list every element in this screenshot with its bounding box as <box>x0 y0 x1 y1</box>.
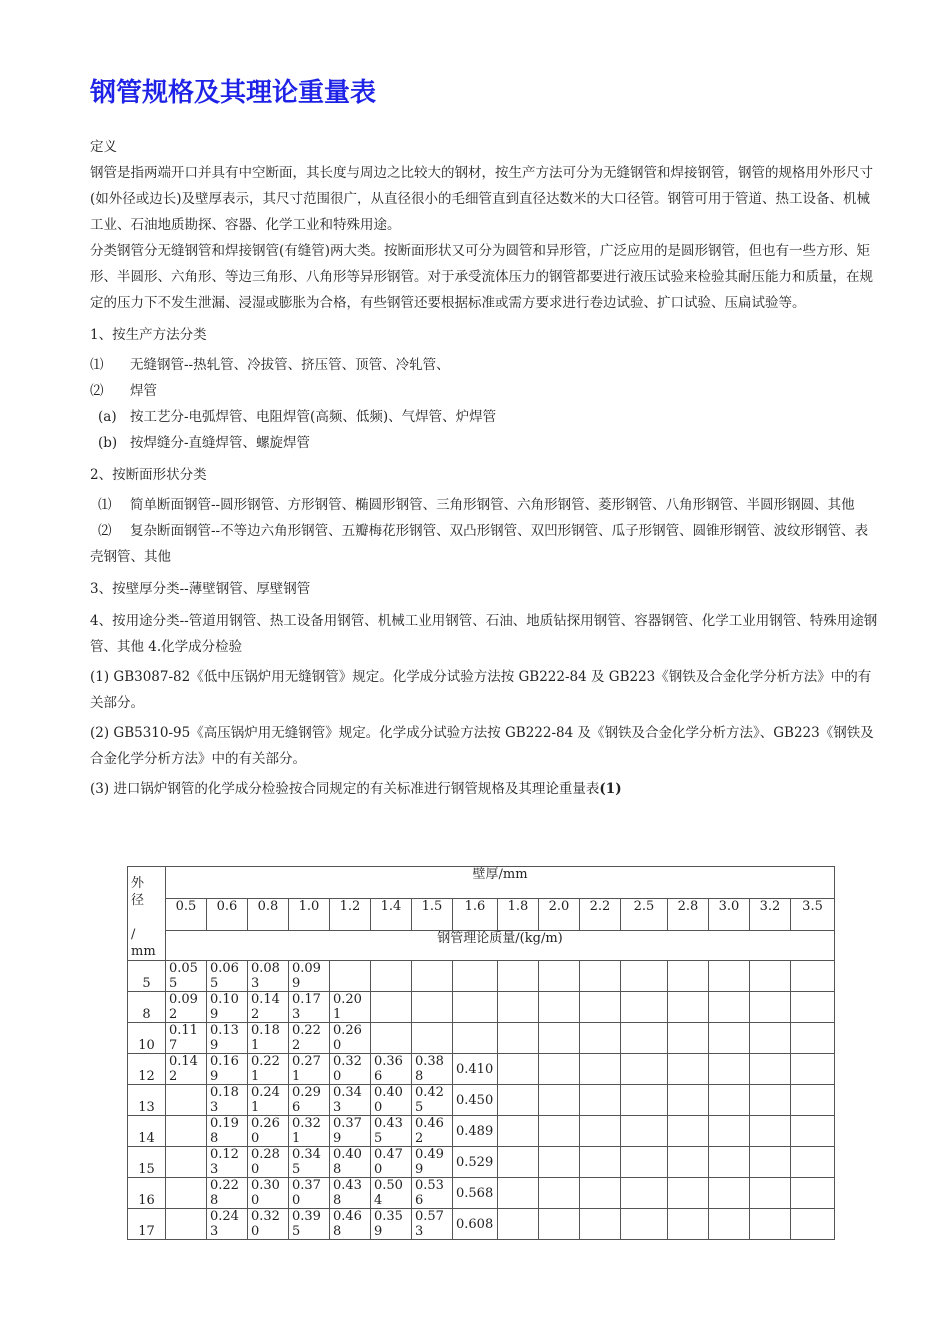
table-row <box>128 1085 835 1116</box>
weight-cell <box>580 1085 621 1116</box>
section-2-heading: 2、按断面形状分类 <box>90 467 207 483</box>
weight-cell: 0.243 <box>207 1209 248 1240</box>
weight-cell: 0.065 <box>207 961 248 992</box>
weight-cell: 0.142 <box>248 992 289 1023</box>
weight-cell: 0.300 <box>248 1178 289 1209</box>
weight-cell <box>453 961 498 992</box>
table-header-row <box>128 867 835 899</box>
wall-thickness-value: 0.5 <box>166 899 207 931</box>
table-row <box>128 1054 835 1085</box>
section-2-list <box>90 492 880 570</box>
weight-cell <box>621 1085 668 1116</box>
weight-cell: 0.435 <box>371 1116 412 1147</box>
weight-cell: 0.468 <box>330 1209 371 1240</box>
wall-thickness-value: 1.5 <box>412 899 453 931</box>
weight-cell <box>709 1023 750 1054</box>
weight-cell: 0.117 <box>166 1023 207 1054</box>
weight-cell <box>621 961 668 992</box>
weight-cell <box>750 1085 791 1116</box>
classification-paragraph: 分类钢管分无缝钢管和焊接钢管(有缝管)两大类。按断面形状又可分为圆管和异形管，广泛应用的是圆形钢管，但也有一些方形、矩形、半圆形、六角形、等边三角形、八角形等异形钢管。对于承受流体压力的钢管都要进行液压试验来检验其耐压能力和质量，在规定的压力下不发生泄漏、浸湿或膨胀为合格，有些钢管还要根据标准或需方要求进行卷边试验、扩口试验、压扁试验等。 <box>90 243 873 311</box>
weight-cell <box>166 1178 207 1209</box>
weight-cell <box>580 1054 621 1085</box>
weight-cell <box>791 1116 835 1147</box>
weight-cell: 0.366 <box>371 1054 412 1085</box>
list-item-text: 无缝钢管--热轧管、冷拔管、挤压管、顶管、冷轧管、 <box>130 357 450 373</box>
weight-table <box>127 866 835 1240</box>
weight-cell: 0.573 <box>412 1209 453 1240</box>
weight-cell <box>750 1209 791 1240</box>
weight-cell: 0.438 <box>330 1178 371 1209</box>
weight-cell <box>668 992 709 1023</box>
weight-cell <box>453 1023 498 1054</box>
weight-cell <box>539 1054 580 1085</box>
section-1-list <box>90 352 880 456</box>
weight-cell: 0.568 <box>453 1178 498 1209</box>
weight-cell: 0.379 <box>330 1116 371 1147</box>
section-3-heading: 3、按壁厚分类--薄壁钢管、厚壁钢管 <box>90 581 311 597</box>
weight-cell <box>668 1147 709 1178</box>
weight-cell: 0.260 <box>248 1116 289 1147</box>
wall-thickness-value: 1.8 <box>498 899 539 931</box>
weight-cell <box>791 992 835 1023</box>
weight-cell <box>580 1023 621 1054</box>
weight-cell: 0.083 <box>248 961 289 992</box>
weight-cell: 0.320 <box>330 1054 371 1085</box>
weight-cell <box>668 1209 709 1240</box>
list-item-number: (a) <box>98 409 117 425</box>
weight-cell <box>668 1178 709 1209</box>
weight-cell <box>709 992 750 1023</box>
wall-thickness-value: 1.2 <box>330 899 371 931</box>
weight-cell <box>412 961 453 992</box>
weight-cell <box>371 1023 412 1054</box>
table-row <box>128 961 835 992</box>
weight-cell <box>539 1147 580 1178</box>
chemical-item-3-ref: (1) <box>599 781 622 797</box>
section-4-heading: 4、按用途分类--管道用钢管、热工设备用钢管、机械工业用钢管、石油、地质钻探用钢管、容器钢管、化学工业用钢管、特殊用途钢管、其他 4.化学成分检验 <box>90 613 878 655</box>
weight-cell <box>791 1085 835 1116</box>
weight-cell: 0.608 <box>453 1209 498 1240</box>
weight-cell <box>750 1147 791 1178</box>
weight-cell <box>580 1178 621 1209</box>
weight-cell <box>166 1147 207 1178</box>
weight-cell <box>412 1023 453 1054</box>
weight-cell <box>668 1054 709 1085</box>
weight-cell <box>539 1023 580 1054</box>
weight-cell <box>668 1023 709 1054</box>
weight-cell <box>621 1023 668 1054</box>
weight-cell <box>539 1178 580 1209</box>
weight-cell: 0.271 <box>289 1054 330 1085</box>
weight-cell: 0.408 <box>330 1147 371 1178</box>
list-item <box>90 518 880 570</box>
table-row <box>128 1116 835 1147</box>
weight-cell <box>580 1209 621 1240</box>
weight-header: 钢管理论质量/(kg/m) <box>166 931 835 961</box>
weight-cell <box>709 1147 750 1178</box>
weight-cell <box>709 1054 750 1085</box>
weight-cell <box>750 1178 791 1209</box>
weight-cell <box>539 1209 580 1240</box>
weight-cell <box>750 1116 791 1147</box>
wall-thickness-value: 3.5 <box>791 899 835 931</box>
weight-cell: 0.320 <box>248 1209 289 1240</box>
weight-cell <box>539 961 580 992</box>
weight-cell <box>166 1116 207 1147</box>
weight-cell: 0.343 <box>330 1085 371 1116</box>
weight-cell <box>791 1209 835 1240</box>
weight-cell <box>539 1116 580 1147</box>
chemical-item-1: (1) GB3087-82《低中压锅炉用无缝钢管》规定。化学成分试验方法按 GB222-84 及 GB223《钢铁及合金化学分析方法》中的有关部分。 <box>90 669 872 711</box>
weight-cell: 0.241 <box>248 1085 289 1116</box>
outer-diameter-cell: 17 <box>128 1209 166 1240</box>
wall-thickness-value: 1.0 <box>289 899 330 931</box>
weight-cell: 0.201 <box>330 992 371 1023</box>
weight-cell: 0.183 <box>207 1085 248 1116</box>
weight-cell <box>791 961 835 992</box>
outer-diameter-cell: 13 <box>128 1085 166 1116</box>
list-item <box>90 492 880 518</box>
weight-cell <box>498 1023 539 1054</box>
weight-cell <box>453 992 498 1023</box>
weight-cell <box>539 1085 580 1116</box>
weight-cell <box>371 992 412 1023</box>
weight-cell <box>709 1178 750 1209</box>
outer-diameter-header: 外 径 / mm <box>128 867 166 961</box>
weight-cell <box>166 1209 207 1240</box>
weight-cell <box>621 1209 668 1240</box>
weight-cell: 0.109 <box>207 992 248 1023</box>
weight-cell <box>412 992 453 1023</box>
wall-thickness-value: 2.5 <box>621 899 668 931</box>
weight-cell: 0.395 <box>289 1209 330 1240</box>
list-item-text: 按焊缝分-直缝焊管、螺旋焊管 <box>130 435 311 451</box>
outer-diameter-cell: 15 <box>128 1147 166 1178</box>
weight-cell <box>498 1209 539 1240</box>
outer-diameter-cell: 5 <box>128 961 166 992</box>
weight-cell <box>580 961 621 992</box>
weight-cell: 0.529 <box>453 1147 498 1178</box>
weight-header-row <box>128 931 835 961</box>
wall-thickness-header: 壁厚/mm <box>166 867 835 899</box>
weight-cell <box>709 961 750 992</box>
wall-thickness-value: 2.0 <box>539 899 580 931</box>
weight-cell <box>750 1023 791 1054</box>
table-row <box>128 1023 835 1054</box>
page-title: 钢管规格及其理论重量表 <box>90 78 377 108</box>
weight-cell: 0.370 <box>289 1178 330 1209</box>
list-item-number: ⑵ <box>98 523 112 539</box>
weight-cell <box>498 1085 539 1116</box>
weight-cell <box>498 1054 539 1085</box>
weight-cell: 0.388 <box>412 1054 453 1085</box>
wall-thickness-value: 1.4 <box>371 899 412 931</box>
weight-cell: 0.400 <box>371 1085 412 1116</box>
weight-cell: 0.359 <box>371 1209 412 1240</box>
weight-cell <box>498 1116 539 1147</box>
table-row <box>128 992 835 1023</box>
section-1-heading: 1、按生产方法分类 <box>90 327 207 343</box>
table-row <box>128 1209 835 1240</box>
weight-cell <box>498 1178 539 1209</box>
weight-cell: 0.536 <box>412 1178 453 1209</box>
weight-cell <box>621 1178 668 1209</box>
wall-values-row <box>128 899 835 931</box>
weight-cell: 0.260 <box>330 1023 371 1054</box>
list-item <box>90 378 880 404</box>
weight-cell: 0.345 <box>289 1147 330 1178</box>
weight-cell <box>580 1147 621 1178</box>
weight-cell: 0.228 <box>207 1178 248 1209</box>
list-item-number: ⑴ <box>90 357 104 373</box>
weight-cell <box>498 1147 539 1178</box>
weight-cell: 0.321 <box>289 1116 330 1147</box>
weight-cell: 0.425 <box>412 1085 453 1116</box>
outer-diameter-cell: 12 <box>128 1054 166 1085</box>
wall-thickness-value: 0.6 <box>207 899 248 931</box>
list-item-number: ⑵ <box>90 383 104 399</box>
list-item <box>90 430 880 456</box>
definition-label: 定义 <box>90 139 117 155</box>
weight-cell: 0.169 <box>207 1054 248 1085</box>
weight-cell <box>580 992 621 1023</box>
weight-cell <box>371 961 412 992</box>
weight-cell <box>621 1054 668 1085</box>
weight-cell <box>166 1085 207 1116</box>
wall-thickness-value: 0.8 <box>248 899 289 931</box>
chemical-item-3-text: (3) 进口锅炉钢管的化学成分检验按合同规定的有关标准进行钢管规格及其理论重量表 <box>90 781 600 797</box>
list-item-text: 按工艺分-电弧焊管、电阻焊管(高频、低频)、气焊管、炉焊管 <box>130 409 497 425</box>
weight-cell <box>668 1116 709 1147</box>
outer-diameter-cell: 16 <box>128 1178 166 1209</box>
weight-cell <box>791 1147 835 1178</box>
list-item-text: 简单断面钢管--圆形钢管、方形钢管、椭圆形钢管、三角形钢管、六角形钢管、菱形钢管、八角形钢管、半圆形钢圆、其他 <box>130 497 855 513</box>
weight-cell <box>709 1085 750 1116</box>
weight-cell: 0.450 <box>453 1085 498 1116</box>
weight-cell <box>750 1054 791 1085</box>
table-row <box>128 1147 835 1178</box>
list-item-text: 焊管 <box>130 383 157 399</box>
weight-cell <box>750 992 791 1023</box>
outer-diameter-cell: 10 <box>128 1023 166 1054</box>
weight-cell <box>621 1116 668 1147</box>
weight-cell: 0.173 <box>289 992 330 1023</box>
weight-cell: 0.221 <box>248 1054 289 1085</box>
chemical-item-3 <box>90 776 880 802</box>
outer-diameter-cell: 14 <box>128 1116 166 1147</box>
weight-cell <box>621 1147 668 1178</box>
weight-cell <box>580 1116 621 1147</box>
weight-cell: 0.499 <box>412 1147 453 1178</box>
weight-cell <box>791 1023 835 1054</box>
weight-cell: 0.181 <box>248 1023 289 1054</box>
weight-cell: 0.198 <box>207 1116 248 1147</box>
list-item-number: (b) <box>98 435 118 451</box>
chemical-item-2: (2) GB5310-95《高压锅炉用无缝钢管》规定。化学成分试验方法按 GB222-84 及《钢铁及合金化学分析方法》、GB223《钢铁及合金化学分析方法》中的有关部分。 <box>90 725 874 767</box>
weight-cell: 0.222 <box>289 1023 330 1054</box>
wall-thickness-value: 2.2 <box>580 899 621 931</box>
weight-cell <box>791 1178 835 1209</box>
weight-cell: 0.280 <box>248 1147 289 1178</box>
weight-cell <box>750 961 791 992</box>
weight-cell: 0.296 <box>289 1085 330 1116</box>
weight-cell: 0.470 <box>371 1147 412 1178</box>
weight-cell: 0.099 <box>289 961 330 992</box>
definition-paragraph: 钢管是指两端开口并具有中空断面，其长度与周边之比较大的钢材，按生产方法可分为无缝钢管和焊接钢管，钢管的规格用外形尺寸(如外径或边长)及壁厚表示，其尺寸范围很广，从直径很小的毛细管直到直径达数米的大口径管。钢管可用于管道、热工设备、机械工业、石油地质勘探、容器、化学工业和特殊用途。 <box>90 165 873 233</box>
weight-cell: 0.504 <box>371 1178 412 1209</box>
weight-cell: 0.123 <box>207 1147 248 1178</box>
list-item-number: ⑴ <box>98 497 112 513</box>
weight-cell: 0.092 <box>166 992 207 1023</box>
weight-cell: 0.462 <box>412 1116 453 1147</box>
outer-diameter-cell: 8 <box>128 992 166 1023</box>
weight-cell: 0.142 <box>166 1054 207 1085</box>
weight-cell <box>668 961 709 992</box>
weight-cell <box>791 1054 835 1085</box>
list-item <box>90 404 880 430</box>
weight-cell <box>709 1209 750 1240</box>
wall-thickness-value: 3.2 <box>750 899 791 931</box>
weight-cell: 0.055 <box>166 961 207 992</box>
list-item-text: 复杂断面钢管--不等边六角形钢管、五瓣梅花形钢管、双凸形钢管、双凹形钢管、瓜子形钢管、圆锥形钢管、波纹形钢管、表壳钢管、其他 <box>90 523 869 565</box>
weight-cell <box>498 992 539 1023</box>
wall-thickness-value: 1.6 <box>453 899 498 931</box>
table-row <box>128 1178 835 1209</box>
weight-cell: 0.410 <box>453 1054 498 1085</box>
wall-thickness-value: 3.0 <box>709 899 750 931</box>
weight-cell: 0.139 <box>207 1023 248 1054</box>
wall-thickness-value: 2.8 <box>668 899 709 931</box>
weight-cell <box>330 961 371 992</box>
weight-cell <box>709 1116 750 1147</box>
list-item <box>90 352 880 378</box>
weight-cell <box>621 992 668 1023</box>
weight-cell: 0.489 <box>453 1116 498 1147</box>
document-body <box>90 76 880 802</box>
weight-cell <box>539 992 580 1023</box>
weight-cell <box>668 1085 709 1116</box>
weight-cell <box>498 961 539 992</box>
